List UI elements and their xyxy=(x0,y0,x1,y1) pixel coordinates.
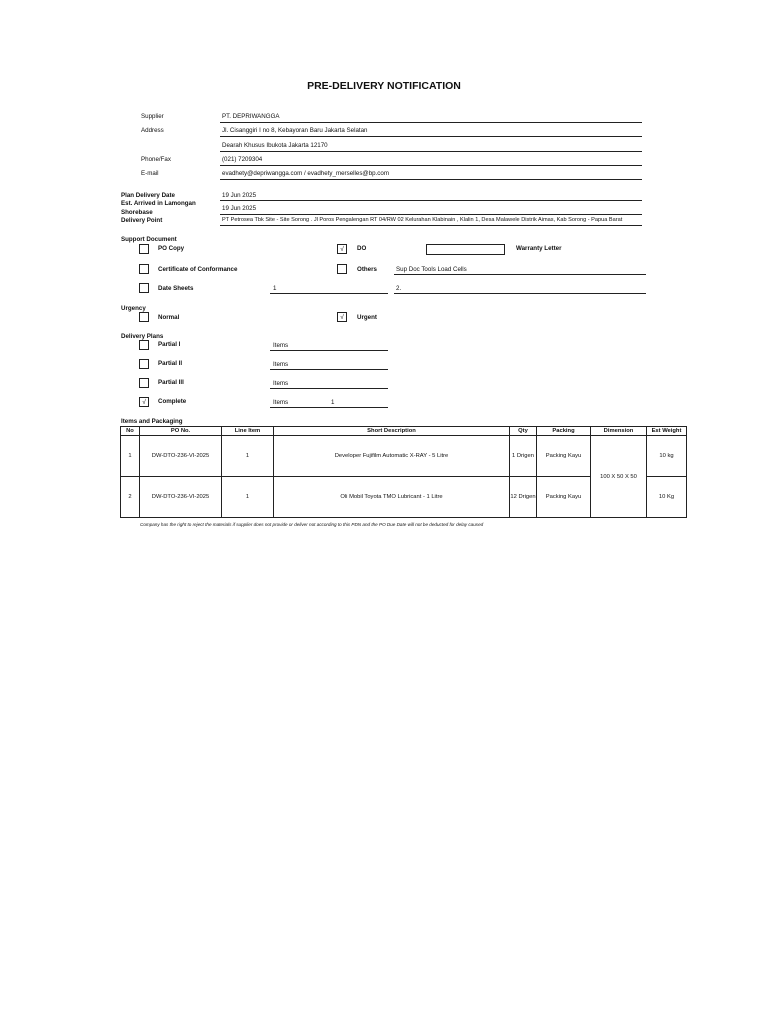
urgent-label: Urgent xyxy=(357,314,377,321)
supplier-label: Supplier xyxy=(141,113,164,120)
row-po: DW-DTO-236-VI-2025 xyxy=(140,477,222,518)
delivery-plans-heading: Delivery Plans xyxy=(121,333,164,340)
row-weight: 10 Kg xyxy=(647,477,687,518)
date-sheets-value-1: 1 xyxy=(273,285,277,292)
table-row xyxy=(121,436,687,477)
warranty-letter-field[interactable] xyxy=(426,244,505,255)
row-dimension: 100 X 50 X 50 xyxy=(591,436,647,518)
partial-2-checkbox[interactable] xyxy=(139,359,149,369)
partial-2-items-label: Items xyxy=(273,361,289,368)
date-sheets-underline-2 xyxy=(394,293,646,294)
urgency-heading: Urgency xyxy=(121,305,146,312)
email-label: E-mail xyxy=(141,170,159,177)
row-line-item: 1 xyxy=(222,477,274,518)
items-table xyxy=(120,426,687,518)
partial-2-label: Partial II xyxy=(158,360,183,367)
row-line-item: 1 xyxy=(222,436,274,477)
others-label: Others xyxy=(357,266,377,273)
partial-1-label: Partial I xyxy=(158,341,181,348)
address-line-2: Dearah Khusus Ibukota Jakarta 12170 xyxy=(222,142,328,149)
partial-2-underline xyxy=(270,369,388,370)
row-po: DW-DTO-236-VI-2025 xyxy=(140,436,222,477)
page-title: PRE-DELIVERY NOTIFICATION xyxy=(307,80,461,92)
support-document-heading: Support Document xyxy=(121,236,177,243)
partial-3-items-label: Items xyxy=(273,380,289,387)
date-sheets-checkbox[interactable] xyxy=(139,283,149,293)
delivery-point-underline xyxy=(220,225,642,226)
email-underline xyxy=(220,179,642,180)
plan-date-label: Plan Delivery Date xyxy=(121,192,175,199)
date-sheets-value-2: 2. xyxy=(396,285,402,292)
col-header-po: PO No. xyxy=(140,427,222,436)
coc-checkbox[interactable] xyxy=(139,264,149,274)
items-header-row xyxy=(121,427,687,436)
col-header-line-item: Line Item xyxy=(222,427,274,436)
est-arrived-value: 19 Jun 2025 xyxy=(222,205,257,212)
date-sheets-label: Date Sheets xyxy=(158,285,194,292)
do-checkbox[interactable]: √ xyxy=(337,244,347,254)
supplier-value: PT. DEPRIWANGGA xyxy=(222,113,280,120)
row-qty: 1 Drigen xyxy=(510,436,537,477)
row-packing: Packing Kayu xyxy=(537,477,591,518)
plan-date-value: 19 Jun 2025 xyxy=(222,192,257,199)
col-header-qty: Qty xyxy=(510,427,537,436)
complete-underline xyxy=(270,407,388,408)
date-sheets-underline-1 xyxy=(270,293,388,294)
partial-1-items-label: Items xyxy=(273,342,289,349)
urgent-checkbox[interactable]: √ xyxy=(337,312,347,322)
row-weight: 10 kg xyxy=(647,436,687,477)
complete-label: Complete xyxy=(158,398,187,405)
delivery-point-label: Delivery Point xyxy=(121,217,163,224)
supplier-underline xyxy=(220,122,642,123)
address-line-1: Jl. Cisanggiri I no 8, Kebayoran Baru Jakarta Selatan xyxy=(222,127,368,134)
delivery-point-value: PT Petrosea Tbk Site - Site Sorong . Jl Poros Pengalengan RT 04/RW 02 Kelurahan Klabinain , Klalin 1, Desa Malawele Distrik Aimas, Kab Sorong - Papua Barat xyxy=(222,217,623,223)
col-header-weight: Est Weight xyxy=(647,427,687,436)
plan-date-underline xyxy=(220,200,642,201)
row-no: 1 xyxy=(121,436,140,477)
footnote: Company has the right to reject the materials if supplier does not provide or deliver not according to this PDN and the PO Due Date will not be deducted for delay caused xyxy=(140,522,484,527)
warranty-letter-label: Warranty Letter xyxy=(516,245,562,252)
normal-label: Normal xyxy=(158,314,180,321)
do-label: DO xyxy=(357,245,367,252)
partial-1-underline xyxy=(270,350,388,351)
row-description: Oli Mobil Toyota TMO Lubricant - 1 Litre xyxy=(274,477,510,518)
est-arrived-label-1: Est. Arrived in Lamongan xyxy=(121,200,196,207)
col-header-no: No xyxy=(121,427,140,436)
complete-items-label: Items xyxy=(273,399,289,406)
phone-value: (021) 7209304 xyxy=(222,156,263,163)
others-checkbox[interactable] xyxy=(337,264,347,274)
col-header-dimension: Dimension xyxy=(591,427,647,436)
address-underline-1 xyxy=(220,136,642,137)
email-value: evadhety@depriwangga.com / evadhety_merselles@bp.com xyxy=(222,170,389,177)
address-underline-2 xyxy=(220,151,642,152)
est-arrived-underline xyxy=(220,214,642,215)
row-no: 2 xyxy=(121,477,140,518)
col-header-packing: Packing xyxy=(537,427,591,436)
row-description: Developer Fujifilm Automatic X-RAY - 5 Litre xyxy=(274,436,510,477)
address-label: Address xyxy=(141,127,164,134)
complete-items-value: 1 xyxy=(331,399,335,406)
complete-checkbox[interactable]: √ xyxy=(139,397,149,407)
row-packing: Packing Kayu xyxy=(537,436,591,477)
coc-label: Certificate of Conformance xyxy=(158,266,238,273)
po-copy-checkbox[interactable] xyxy=(139,244,149,254)
partial-3-underline xyxy=(270,388,388,389)
est-arrived-label-2: Shorebase xyxy=(121,209,153,216)
partial-1-checkbox[interactable] xyxy=(139,340,149,350)
po-copy-label: PO Copy xyxy=(158,245,185,252)
others-value: Sup Doc Tools Load Cells xyxy=(396,266,467,273)
row-qty: 12 Drigen xyxy=(510,477,537,518)
col-header-description: Short Description xyxy=(274,427,510,436)
normal-checkbox[interactable] xyxy=(139,312,149,322)
partial-3-label: Partial III xyxy=(158,379,184,386)
others-underline xyxy=(394,274,646,275)
phone-underline xyxy=(220,165,642,166)
partial-3-checkbox[interactable] xyxy=(139,378,149,388)
phone-label: Phone/Fax xyxy=(141,156,171,163)
items-packaging-heading: Items and Packaging xyxy=(121,418,183,425)
